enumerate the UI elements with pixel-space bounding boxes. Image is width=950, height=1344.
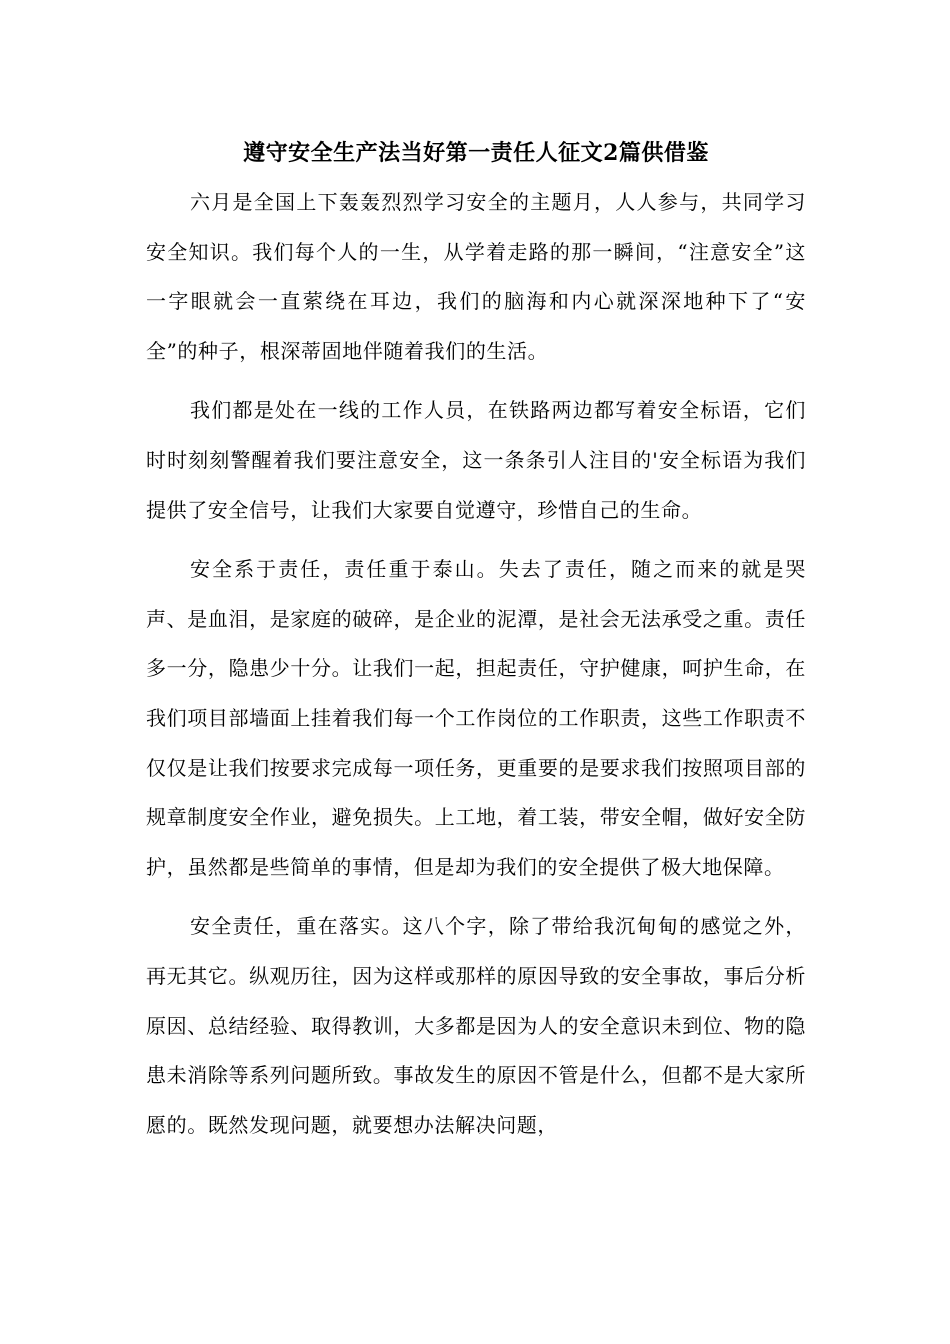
paragraph-1: 六月是全国上下轰轰烈烈学习安全的主题月，人人参与，共同学习安全知识。我们每个人的一生，从学着走路的那一瞬间，“注意安全”这一字眼就会一直萦绕在耳边，我们的脑海和内心就深深地种下了“安全”的种子，根深蒂固地伴随着我们的生活。 (146, 190, 806, 363)
document-title: 遵守安全生产法当好第一责任人征文2篇供借鉴 (243, 140, 709, 166)
document-page (146, 128, 806, 1160)
paragraph-3: 安全系于责任，责任重于泰山。失去了责任，随之而来的就是哭声、是血泪，是家庭的破碎，是企业的泥潭，是社会无法承受之重。责任多一分，隐患少十分。让我们一起，担起责任，守护健康，呵护生命，在我们项目部墙面上挂着我们每一个工作岗位的工作职责，这些工作职责不仅仅是让我们按要求完成每一项任务，更重要的是要求我们按照项目部的规章制度安全作业，避免损失。上工地，着工装，带安全帽，做好安全防护，虽然都是些简单的事情，但是却为我们的安全提供了极大地保障。 (146, 557, 806, 879)
paragraph-2: 我们都是处在一线的工作人员，在铁路两边都写着安全标语，它们时时刻刻警醒着我们要注意安全，这一条条引人注目的'安全标语为我们提供了安全信号，让我们大家要自觉遵守，珍惜自己的生命。 (146, 398, 806, 522)
paragraph-4: 安全责任，重在落实。这八个字，除了带给我沉甸甸的感觉之外，再无其它。纵观历往，因为这样或那样的原因导致的安全事故，事后分析原因、总结经验、取得教训，大多都是因为人的安全意识未到位、物的隐患未消除等系列问题所致。事故发生的原因不管是什么，但都不是大家所愿的。既然发现问题，就要想办法解决问题， (146, 914, 806, 1137)
